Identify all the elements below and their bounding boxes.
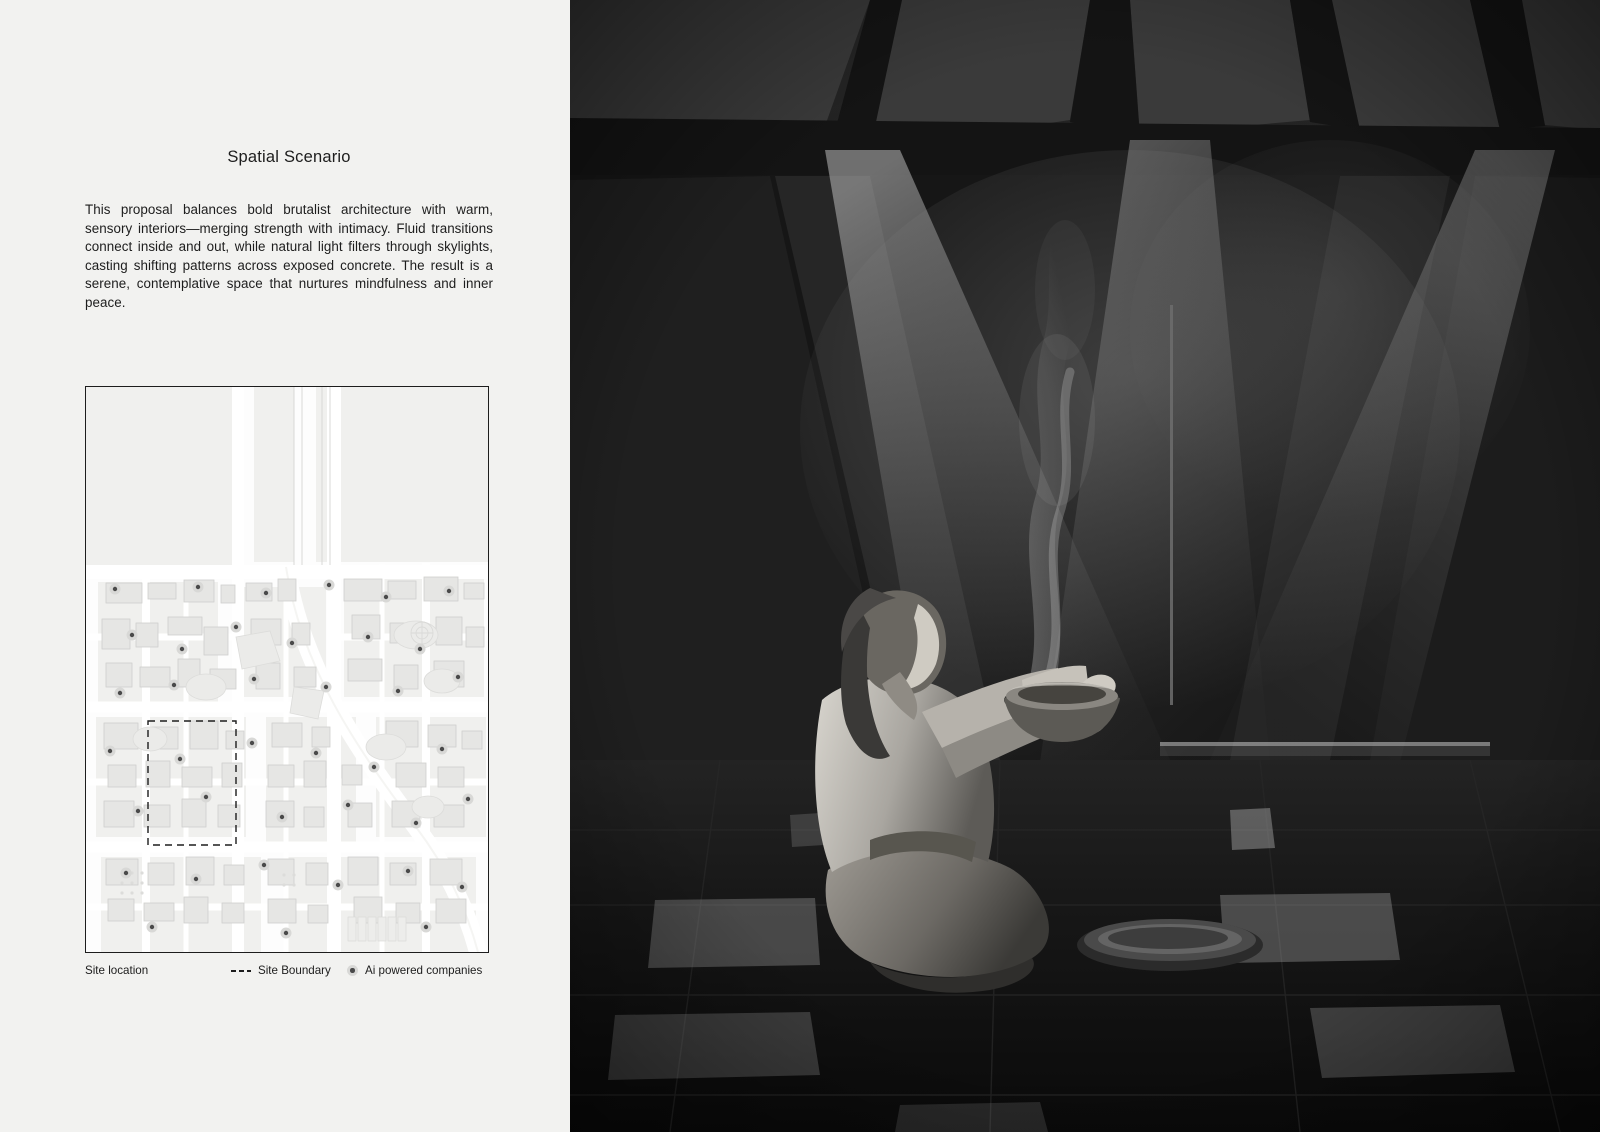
legend-item-site-boundary [231,964,331,977]
legend-label-site-boundary: Site Boundary [258,964,331,977]
text-block [85,148,493,313]
dashed-line-icon [231,970,251,972]
map-legend [85,964,489,984]
map-caption: Site location [85,964,149,977]
photo-graphic [570,0,1600,1132]
dot-marker-icon [347,965,358,976]
legend-label-ai-companies: Ai powered companies [365,964,483,977]
photograph [570,0,1600,1132]
body-paragraph: This proposal balances bold brutalist architecture with warm, sensory interiors—merging strength with intimacy. Fluid transitions connect inside and out, while natural light filters through skylights, casting shifting patterns across exposed concrete. The result is a serene, contemplative space that nurtures mindfulness and inner peace. [85,202,493,310]
site-location-map[interactable] [85,386,489,953]
page-title: Spatial Scenario [227,148,351,166]
legend-item-ai-companies [347,964,482,977]
left-text-panel [0,0,570,1132]
map-graphic [86,387,488,952]
